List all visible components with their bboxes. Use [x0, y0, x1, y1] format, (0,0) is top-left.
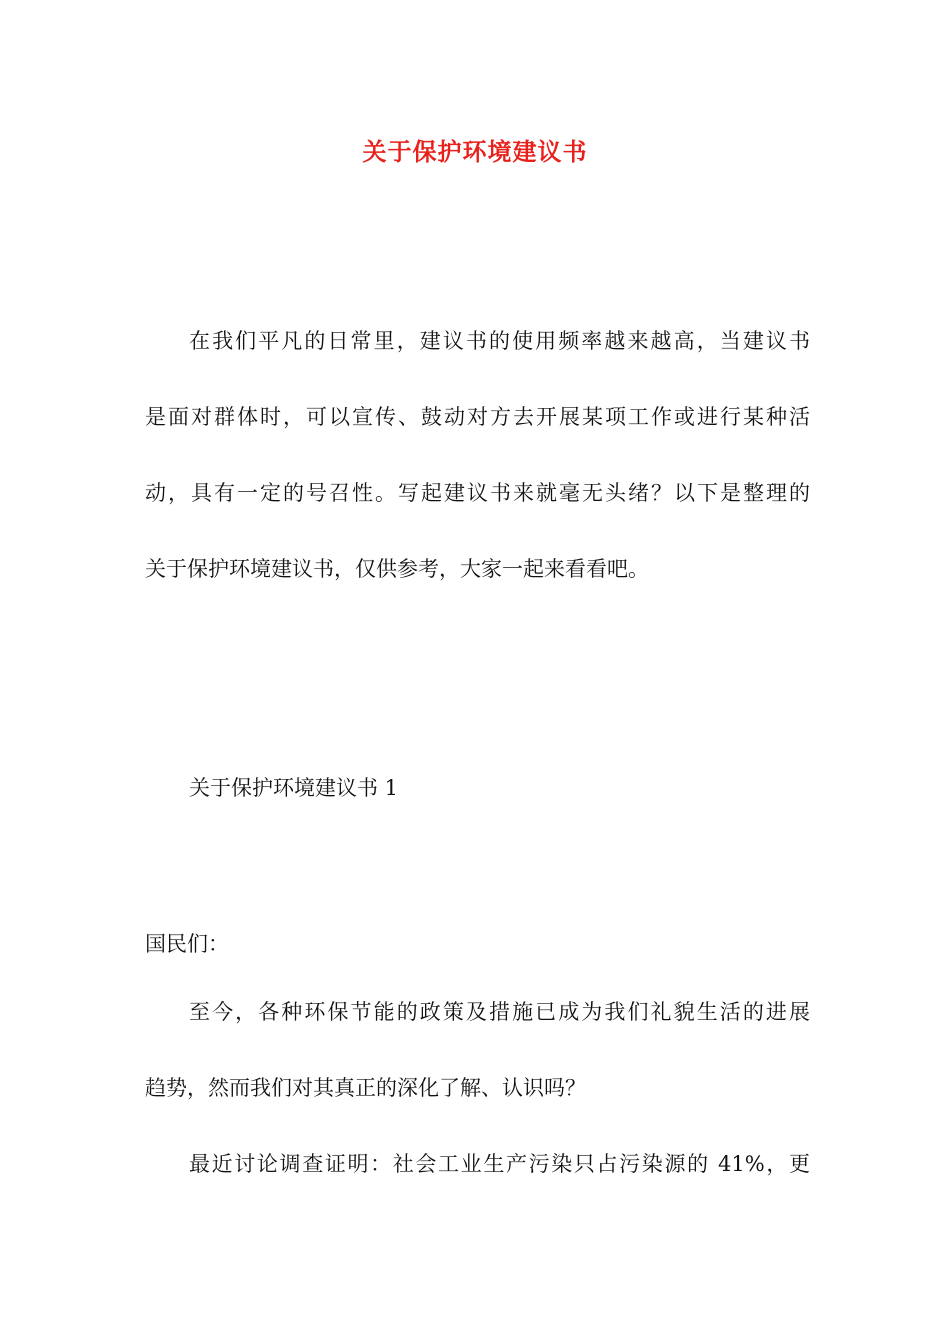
body-line-2: 趋势，然而我们对其真正的深化了解、认识吗？	[145, 1076, 586, 1100]
intro-line-1: 在我们平凡的日常里，建议书的使用频率越来越高，当建议书	[189, 329, 810, 353]
section-heading: 关于保护环境建议书 1	[189, 776, 399, 800]
document-title: 关于保护环境建议书	[362, 137, 588, 166]
body-line-1: 至今，各种环保节能的政策及措施已成为我们礼貌生活的进展	[189, 1000, 810, 1024]
intro-line-4: 关于保护环境建议书，仅供参考，大家一起来看看吧。	[145, 557, 649, 581]
intro-line-3: 动，具有一定的号召性。写起建议书来就毫无头绪？以下是整理的	[145, 481, 810, 505]
intro-line-2: 是面对群体时，可以宣传、鼓动对方去开展某项工作或进行某种活	[145, 405, 810, 429]
body-line-3: 最近讨论调查证明：社会工业生产污染只占污染源的 41%，更	[189, 1152, 810, 1176]
salutation: 国民们：	[145, 932, 229, 956]
